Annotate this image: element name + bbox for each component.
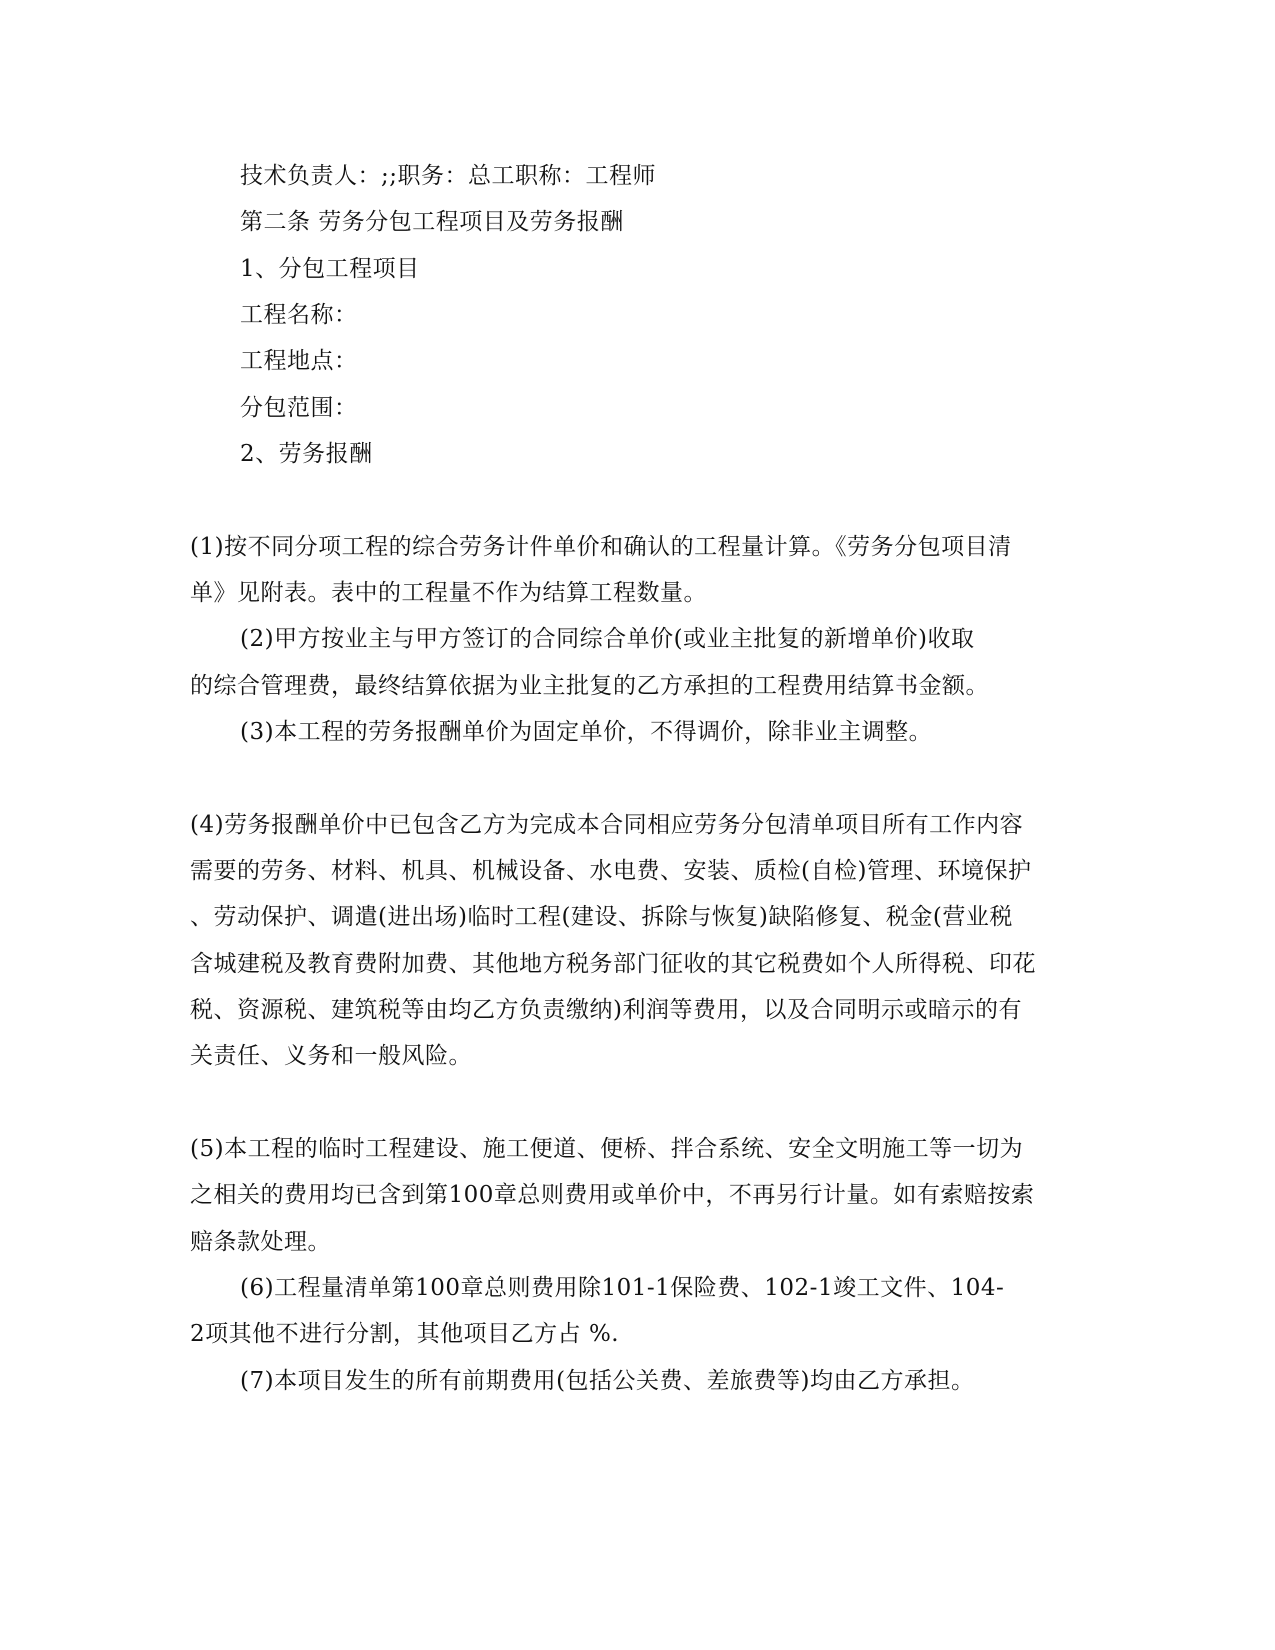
clause-6-line-1: (6)工程量清单第100章总则费用除101-1保险费、102-1竣工文件、104- [240,1275,1005,1301]
section-subcontract-items-heading: 1、分包工程项目 [240,256,420,282]
clause-5-line-2: 之相关的费用均已含到第100章总则费用或单价中，不再另行计量。如有索赔按索 [190,1182,1035,1208]
subcontract-scope-field: 分包范围： [240,395,358,421]
clause-2-line-2: 的综合管理费，最终结算依据为业主批复的乙方承担的工程费用结算书金额。 [190,673,989,699]
clause-4-line-3: 、劳动保护、调遣(进出场)临时工程(建设、拆除与恢复)缺陷修复、税金(营业税 [190,904,1013,930]
clause-4-line-4: 含城建税及教育费附加费、其他地方税务部门征收的其它税费如个人所得税、印花 [190,951,1036,977]
article-two-heading: 第二条 劳务分包工程项目及劳务报酬 [240,209,624,235]
clause-6-line-2: 2项其他不进行分割，其他项目乙方占 %. [190,1321,620,1347]
clause-4-line-1: (4)劳务报酬单价中已包含乙方为完成本合同相应劳务分包清单项目所有工作内容 [190,812,1024,838]
clause-1-line-1: (1)按不同分项工程的综合劳务计件单价和确认的工程量计算。《劳务分包项目清 [190,534,1012,560]
clause-1-line-2: 单》见附表。表中的工程量不作为结算工程数量。 [190,580,707,606]
project-location-field: 工程地点： [240,348,358,374]
clause-4-line-6: 关责任、义务和一般风险。 [190,1043,472,1069]
project-name-field: 工程名称： [240,302,358,328]
clause-3-line-1: (3)本工程的劳务报酬单价为固定单价，不得调价，除非业主调整。 [240,719,933,745]
clause-4-line-2: 需要的劳务、材料、机具、机械设备、水电费、安装、质检(自检)管理、环境保护 [190,858,1032,884]
clause-4-line-5: 税、资源税、建筑税等由均乙方负责缴纳)利润等费用，以及合同明示或暗示的有 [190,997,1022,1023]
clause-5-line-3: 赔条款处理。 [190,1229,331,1255]
clause-2-line-1: (2)甲方按业主与甲方签订的合同综合单价(或业主批复的新增单价)收取 [240,626,975,652]
technical-lead-line: 技术负责人：;;职务：总工职称：工程师 [240,163,656,189]
clause-7-line-1: (7)本项目发生的所有前期费用(包括公关费、差旅费等)均由乙方承担。 [240,1368,975,1394]
clause-5-line-1: (5)本工程的临时工程建设、施工便道、便桥、拌合系统、安全文明施工等一切为 [190,1136,1024,1162]
section-labor-remuneration-heading: 2、劳务报酬 [240,441,373,467]
